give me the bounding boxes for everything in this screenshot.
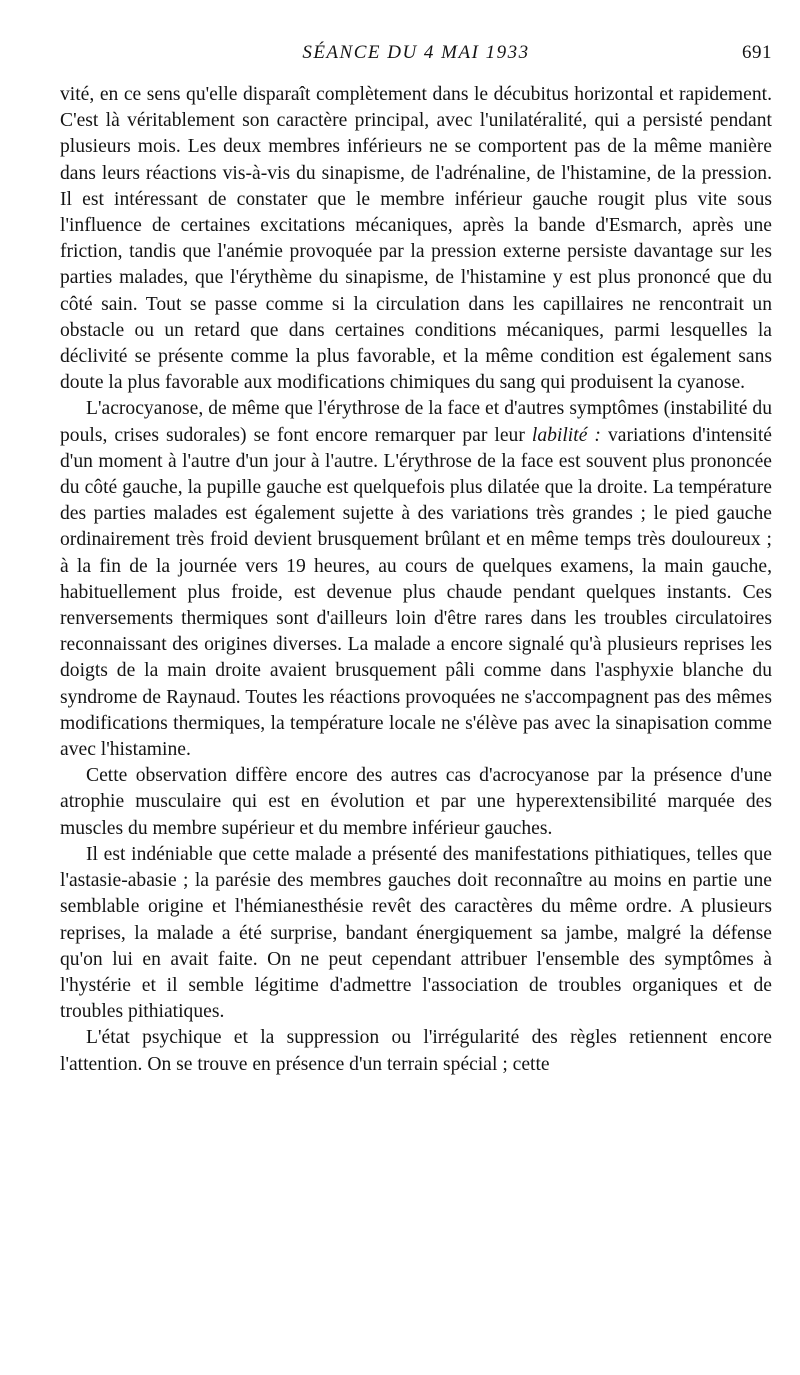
paragraph-1: vité, en ce sens qu'elle disparaît complètement dans le décubitus horizontal et rapidement. C'est là véritablement son caractère principal, avec l'unilatéralité, qui a persisté pendant plusieurs mois. Les deux membres inférieurs ne se comportent pas de la même manière dans leurs réactions vis-à-vis du sinapisme, de l'adrénaline, de l'histamine, de la pression. Il est intéressant de constater que le membre inférieur gauche rougit plus vite sous l'influence de certaines excitations mécaniques, après la bande d'Esmarch, après une friction, tandis que l'anémie provoquée par la pression externe persiste davantage sur les parties malades, que l'érythème du sinapisme, de l'histamine y est plus prononcé que du côté sain. Tout se passe comme si la circulation dans les capillaires ne rencontrait un obstacle ou un retard que dans certaines conditions mécaniques, parmi lesquelles la déclivité se présente comme la plus favorable, et la même condition est également sans doute la plus favorable aux modifications chimiques du sang qui produisent la cyanose.	[60, 84, 772, 394]
paragraph-5: L'état psychique et la suppression ou l'irrégularité des règles retiennent encore l'attention. On se trouve en présence d'un terrain spécial ; cette	[60, 1027, 772, 1075]
paragraph-4: Il est indéniable que cette malade a présenté des manifestations pithiatiques, telles que l'astasie-abasie ; la parésie des membres gauches doit reconnaître au moins en partie une semblable origine et l'hémianesthésie revêt des caractères du même ordre. A plusieurs reprises, la malade a été surprise, bandant énergiquement sa jambe, malgré la défense qu'on lui en avait faite. On ne peut cependant attribuer l'ensemble des symptômes à l'hystérie et il semble légitime d'admettre l'association de troubles organiques et de troubles pithiatiques.	[60, 843, 772, 1023]
paragraph-3: Cette observation diffère encore des autres cas d'acrocyanose par la présence d'une atrophie musculaire qui est en évolution et par une hyperextensibilité marquée des muscles du membre supérieur et du membre inférieur gauches.	[60, 765, 772, 839]
running-title: SÉANCE DU 4 MAI 1933	[302, 42, 530, 63]
emphasis-labilite: labilité :	[531, 424, 601, 446]
paragraph-2-part-2: variations d'intensité d'un moment à l'autre d'un jour à l'autre. L'érythrose de la face est souvent plus prononcée du côté gauche, la pupille gauche est quelquefois plus dilatée que la droite. La température des parties malades est également sujette à des variations très grandes ; le pied gauche ordinairement très froid devient brusquement brûlant et en même temps très douloureux ; à la fin de la journée vers 19 heures, au cours de quelques examens, la main gauche, habituellement plus froide, est devenue plus chaude pendant quelques instants. Ces renversements thermiques sont d'ailleurs loin d'être rares dans les troubles circulatoires reconnaissant des origines diverses. La malade a encore signalé qu'à plusieurs reprises les doigts de la main droite avaient brusquement pâli comme dans l'asphyxie blanche du syndrome de Raynaud. Toutes les réactions provoquées ne s'accompagnent pas des mêmes modifications thermiques, la température locale ne s'élève pas avec la sinapisation comme avec l'histamine.	[60, 424, 773, 761]
paragraph-2-part-1: L'acrocyanose, de même que l'érythrose de la face et d'autres symptômes (instabilité du pouls, crises sudorales) se font encore remarquer par leur	[60, 398, 772, 446]
page-number: 691	[742, 42, 772, 63]
running-head	[60, 42, 772, 72]
paragraph-2	[60, 396, 772, 763]
body-text	[60, 82, 772, 1078]
